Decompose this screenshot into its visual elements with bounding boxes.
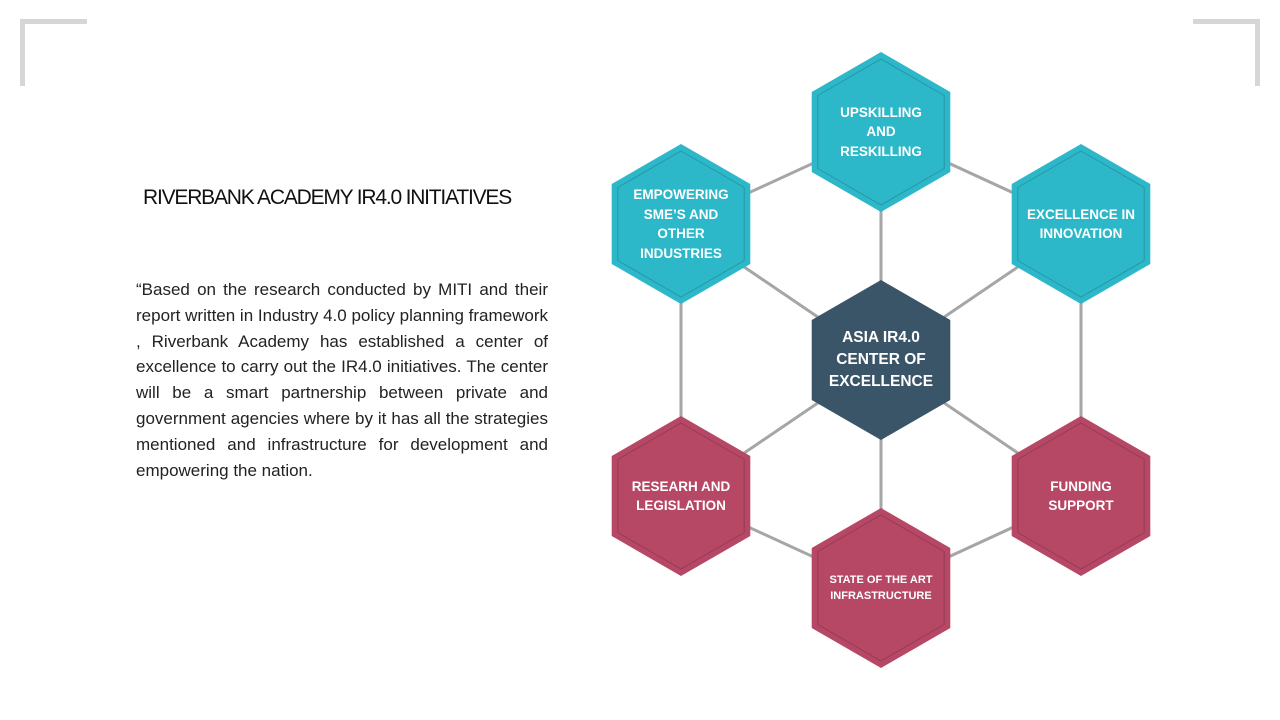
hex-infrastructure-label-line: INFRASTRUCTURE: [830, 590, 932, 602]
hex-excellence-innovation-label-line: EXCELLENCE IN: [1026, 206, 1135, 222]
hex-funding-label-line: SUPPORT: [1048, 498, 1114, 513]
hex-upskilling-label-line: AND: [866, 124, 896, 140]
hex-funding-label-line: FUNDING: [1050, 478, 1112, 494]
hex-infrastructure-label: [816, 540, 947, 636]
hex-research-label: [616, 448, 747, 544]
hex-center-label-line: ASIA IR4.0: [842, 329, 920, 346]
hex-empowering-label: [616, 176, 747, 272]
hex-infrastructure-label-line: STATE OF THE ART: [829, 574, 933, 586]
hex-research-label-lines: [632, 477, 731, 516]
slide-body-text: “Based on the research conducted by MITI and their report written in Industry 4.0 policy planning framework , Riverbank Academy has established a center of excellence to carry out the IR4.0 initiatives. The center will be a smart partnership between private and government agencies where by it has all the strategies mentioned and infrastructure for development and empowering the nation.: [136, 280, 548, 480]
hex-upskilling-label-lines: [840, 103, 922, 162]
hex-excellence-innovation-label-line: INNOVATION: [1039, 226, 1123, 241]
hex-funding-label: [1016, 448, 1147, 544]
hex-excellence-innovation-label: [1016, 176, 1147, 272]
hex-empowering-label-line: OTHER: [657, 226, 705, 241]
hex-center-label-lines: [829, 327, 933, 393]
hex-center-label-line: EXCELLENCE: [828, 373, 934, 390]
hex-empowering-label-line: INDUSTRIES: [640, 245, 722, 261]
hex-center-label-line: CENTER OF: [836, 351, 926, 368]
hex-funding-label-lines: [1048, 477, 1113, 516]
hex-empowering-label-line: EMPOWERING: [633, 187, 729, 202]
hex-excellence-innovation-label-lines: [1027, 205, 1135, 244]
hex-research-label-line: LEGISLATION: [636, 498, 726, 513]
hex-empowering-label-line: SME’S AND: [643, 206, 719, 222]
hex-upskilling-label: [816, 84, 947, 180]
hex-upskilling-label-line: RESKILLING: [840, 143, 922, 159]
hex-empowering-label-lines: [633, 185, 728, 263]
hex-research-label-line: RESEARH AND: [631, 478, 731, 494]
hex-center-label: [816, 312, 947, 408]
slide-title: RIVERBANK ACADEMY IR4.0 INITIATIVES: [143, 186, 512, 209]
hex-infrastructure-label-lines: [829, 572, 932, 604]
hex-upskilling-label-line: UPSKILLING: [840, 104, 922, 120]
